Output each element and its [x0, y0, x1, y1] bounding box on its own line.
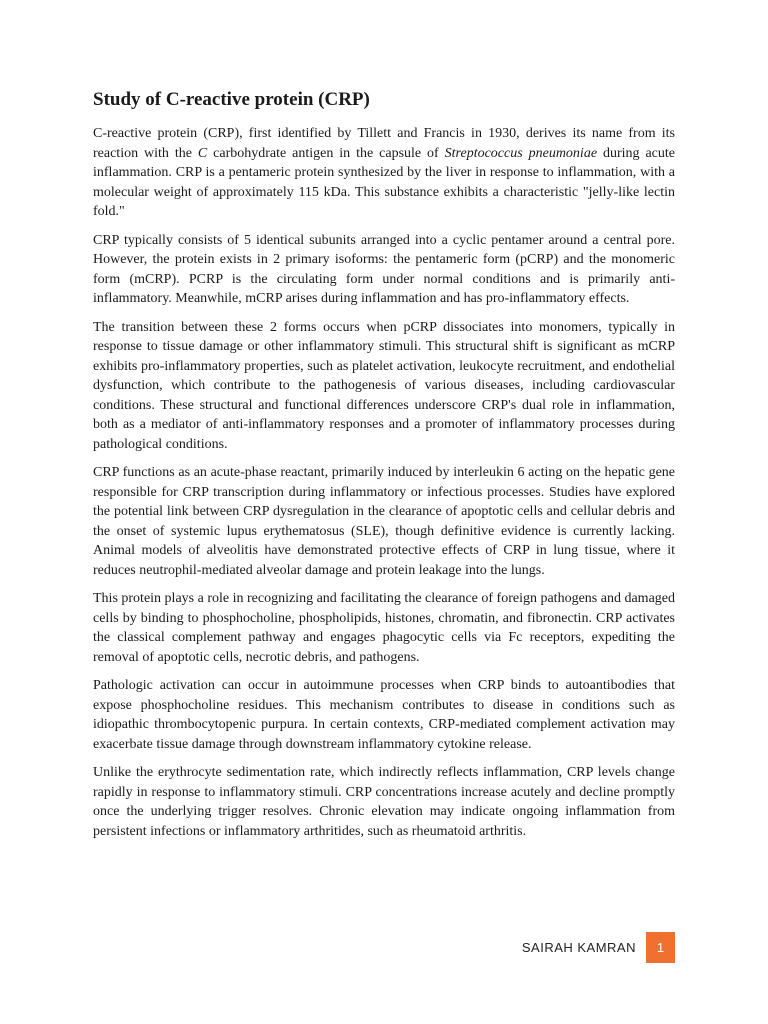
paragraph-text: carbohydrate antigen in the capsule of [207, 145, 445, 161]
paragraph: This protein plays a role in recognizing and facilitating the clearance of foreign pathogens and damaged cells by binding to phosphocholine, phospholipids, histones, chromatin, and fibronectin. CRP activates the classical complement pathway and engages phagocytic cells via Fc receptors, expediting the removal of apoptotic cells, necrotic debris, and pathogens. [93, 591, 675, 665]
paragraph-text: during acute inflammation. CRP is a pentameric protein synthesized by the liver in response to inflammation, with a molecular weight of approximately 115 kDa. This substance exhibits a characteristic "jelly-like lectin fold." [93, 145, 675, 219]
italic-text: C [197, 145, 208, 161]
page-footer [522, 932, 675, 963]
paragraph-text: C-reactive protein (CRP), first identified by Tillett and Francis in 1930, derives its name from its reaction with the [93, 126, 675, 161]
document-page [93, 88, 675, 850]
paragraph: Pathologic activation can occur in autoimmune processes when CRP binds to autoantibodies that expose phosphocholine residues. This mechanism contributes to disease in conditions such as idiopathic thrombocytopenic purpura. In certain contexts, CRP-mediated complement activation may exacerbate tissue damage through downstream inflammatory cytokine release. [93, 678, 675, 752]
paragraph: CRP typically consists of 5 identical subunits arranged into a cyclic pentamer around a central pore. However, the protein exists in 2 primary isoforms: the pentameric form (pCRP) and the monomeric form (mCRP). PCRP is the circulating form under normal conditions and is primarily anti-inflammatory. Meanwhile, mCRP arises during inflammation and has pro-inflammatory effects. [93, 232, 675, 306]
italic-species-name: Streptococcus pneumoniae [444, 145, 598, 161]
page-number-badge: 1 [646, 932, 675, 963]
document-title: Study of C-reactive protein (CRP) [93, 89, 370, 110]
paragraph: The transition between these 2 forms occurs when pCRP dissociates into monomers, typically in response to tissue damage or other inflammatory stimuli. This structural shift is significant as mCRP exhibits pro-inflammatory properties, such as platelet activation, leukocyte recruitment, and endothelial dysfunction, which contribute to the pathogenesis of various diseases, including cardiovascular conditions. These structural and functional differences underscore CRP's dual role in inflammation, both as a mediator of anti-inflammatory responses and a promoter of inflammatory processes during pathological conditions. [93, 319, 675, 452]
author-name: SAIRAH KAMRAN [521, 940, 636, 955]
paragraph: Unlike the erythrocyte sedimentation rate, which indirectly reflects inflammation, CRP levels change rapidly in response to inflammatory stimuli. CRP concentrations increase acutely and decline promptly once the underlying trigger resolves. Chronic elevation may indicate ongoing inflammation from persistent infections or inflammatory arthritides, such as rheumatoid arthritis. [93, 765, 675, 839]
paragraph [93, 124, 675, 222]
paragraph: CRP functions as an acute-phase reactant, primarily induced by interleukin 6 acting on the hepatic gene responsible for CRP transcription during inflammatory or infectious processes. Studies have explored the potential link between CRP dysregulation in the clearance of apoptotic cells and cellular debris and the onset of systemic lupus erythematosus (SLE), though definitive evidence is currently lacking. Animal models of alveolitis have demonstrated protective effects of CRP in lung tissue, where it reduces neutrophil-mediated alveolar damage and protein leakage into the lungs. [93, 465, 675, 578]
